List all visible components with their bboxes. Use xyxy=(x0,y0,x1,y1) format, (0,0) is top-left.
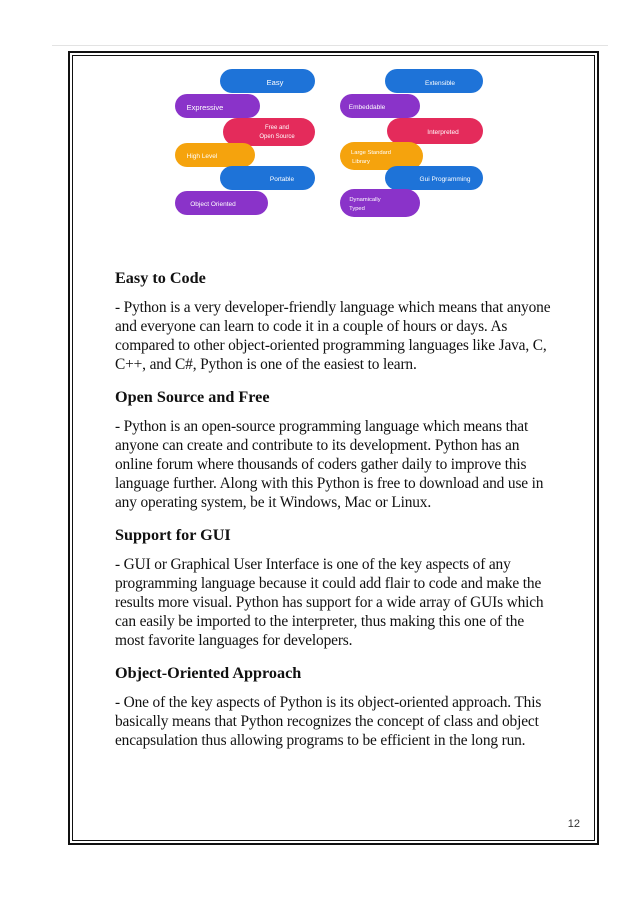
feature-object-oriented-label: Object Oriented xyxy=(190,201,236,208)
feature-free-open-source-label-1: Free and xyxy=(264,125,290,131)
section-heading-open-source-free: Open Source and Free xyxy=(115,388,270,406)
feature-large-standard-library-label-2: Library xyxy=(352,159,370,165)
right-features-group xyxy=(340,69,483,217)
section-heading-easy-to-code: Easy to Code xyxy=(115,269,206,287)
feature-large-standard-library-label-1: Large Standard xyxy=(351,150,391,156)
section-body-easy-to-code: - Python is a very developer-friendly language which means that anyone and everyone can learn to code it in a couple of hours or days. As compared to other object-oriented programming languages like Java, C, C++, and C#, Python is one of the easiest to learn. xyxy=(115,299,551,373)
section-body-support-gui: - GUI or Graphical User Interface is one of the key aspects of any programming language because it could add flair to code and make the results more visual. Python has support for a wide array of GUIs which can easily be imported to the interpreter, thus making this one of the most favorite languages for developers. xyxy=(115,556,544,649)
feature-easy-label: Easy xyxy=(266,78,284,87)
section-body-object-oriented: - One of the key aspects of Python is its object-oriented approach. This basically means that Python recognizes the concept of class and object encapsulation thus allowing programs to be efficient in the long run. xyxy=(115,694,542,749)
feature-dynamically-typed-label-1: Dynamically xyxy=(349,197,381,203)
feature-high-level-label: High Level xyxy=(186,153,218,160)
feature-embeddable-label: Embeddable xyxy=(348,104,386,111)
top-rule xyxy=(52,45,608,46)
feature-gui-programming-label: Gui Programming xyxy=(419,176,471,183)
python-features-diagram xyxy=(175,65,495,225)
content xyxy=(115,268,555,763)
feature-dynamically-typed-pill xyxy=(340,189,420,217)
feature-free-open-source-label-2: Open Source xyxy=(259,134,295,140)
page-number: 12 xyxy=(567,818,580,830)
section-heading-support-gui: Support for GUI xyxy=(115,526,231,544)
feature-interpreted-label: Interpreted xyxy=(427,129,459,136)
feature-portable-label: Portable xyxy=(269,176,295,183)
feature-dynamically-typed-label-2: Typed xyxy=(349,206,365,212)
section-body-open-source-free: - Python is an open-source programming language which means that anyone can create and contribute to its development. Python has an online forum where thousands of coders gather daily to improve this language further. Along with this Python is free to download and use in any operating system, be it Windows, Mac or Linux. xyxy=(115,418,544,511)
feature-extensible-label: Extensible xyxy=(425,80,455,87)
feature-free-open-source-pill xyxy=(223,118,315,146)
feature-expressive-label: Expressive xyxy=(186,103,224,112)
feature-large-standard-library-pill xyxy=(340,142,423,170)
section-heading-object-oriented: Object-Oriented Approach xyxy=(115,664,302,682)
feature-portable-pill xyxy=(220,166,315,190)
left-features-group xyxy=(175,69,315,215)
